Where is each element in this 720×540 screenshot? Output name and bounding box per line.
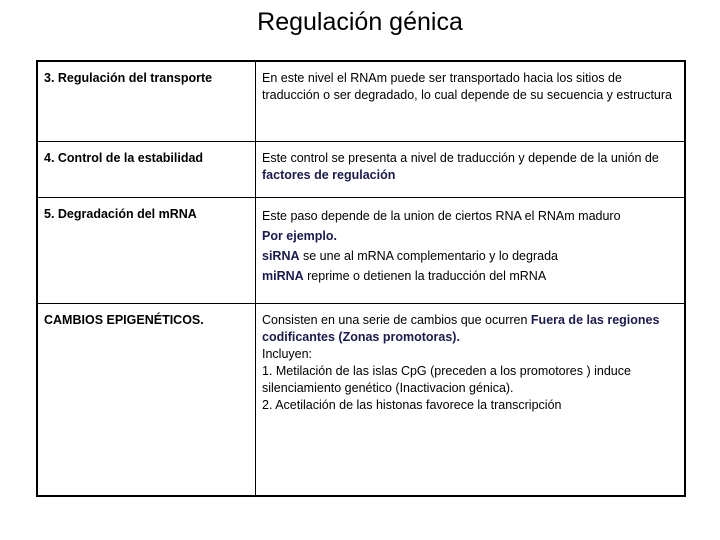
- table-row: [37, 141, 685, 197]
- table-row: [37, 197, 685, 303]
- row-label: 4. Control de la estabilidad: [37, 141, 256, 197]
- description-line: [262, 246, 678, 266]
- row-description: [256, 141, 686, 197]
- mirna-term: miRNA: [262, 268, 304, 283]
- row-label: 3. Regulación del transporte: [37, 61, 256, 141]
- description-line: [262, 266, 678, 286]
- includes-label: Incluyen:: [262, 346, 313, 361]
- regulation-table: [36, 60, 686, 497]
- description-text: Consisten en una serie de cambios que ocurren: [262, 312, 531, 327]
- example-heading: Por ejemplo.: [262, 228, 338, 243]
- table-row: [37, 61, 685, 141]
- sirna-text: se une al mRNA complementario y lo degrada: [299, 248, 558, 263]
- sirna-term: siRNA: [262, 248, 300, 263]
- description-emphasis: factores de regulación: [262, 167, 396, 182]
- description-emphasis: Fuera de las regiones codificantes (Zonas promotoras).: [262, 312, 660, 344]
- row-description: [256, 303, 686, 496]
- row-description: En este nivel el RNAm puede ser transportado hacia los sitios de traducción o ser degradado, lo cual depende de su secuencia y estructura: [256, 61, 686, 141]
- mirna-text: reprime o detienen la traducción del mRNA: [303, 268, 547, 283]
- page-title: Regulación génica: [257, 8, 463, 36]
- list-item: 1. Metilación de las islas CpG (preceden a los promotores ) induce silenciamiento genético (Inactivacion génica).: [262, 363, 631, 395]
- list-item: 2. Acetilación de las histonas favorece la transcripción: [262, 397, 562, 412]
- description-line: Este paso depende de la union de ciertos RNA el RNAm maduro: [262, 208, 621, 223]
- row-label: CAMBIOS EPIGENÉTICOS.: [37, 303, 256, 496]
- description-text: Este control se presenta a nivel de traducción y depende de la unión de: [262, 150, 659, 165]
- table-row: [37, 303, 685, 496]
- row-label: 5. Degradación del mRNA: [37, 197, 256, 303]
- row-description: [256, 197, 686, 303]
